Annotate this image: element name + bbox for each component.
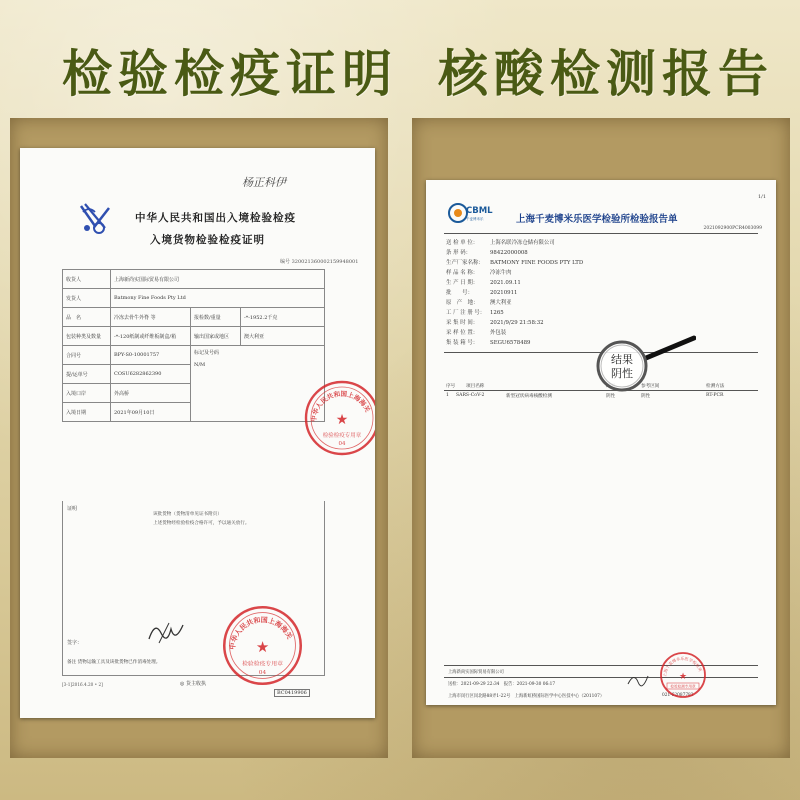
row-value: 澳大利亚 xyxy=(241,327,325,346)
divider xyxy=(444,665,758,666)
results-cell: 阴性 xyxy=(641,394,651,399)
remark-line: 该批货物（货物清单见证书附页） xyxy=(153,512,222,517)
handwritten-note: 杨正科伊 xyxy=(242,176,286,189)
report-field: 采 集 时 间： 2021/9/29 21:58:32 xyxy=(446,320,544,326)
stamp-arc-text: 中华人民共和国上海海关 xyxy=(228,615,294,651)
row-label: 入境日期 xyxy=(63,403,111,422)
row-value: -*-120纸制或纤维板制盒/箱 xyxy=(111,327,191,346)
row-value: 冷冻去骨牛外脊 等 xyxy=(111,308,191,327)
results-header-cell: 参考区间 xyxy=(641,384,660,389)
row-value: COSU6282862390 xyxy=(111,365,191,384)
svg-text:★: ★ xyxy=(678,672,688,682)
remark-label: 证明 xyxy=(67,506,78,512)
stamp-sub-text: 检验检疫专用章 xyxy=(242,661,283,668)
page-index: 1/1 xyxy=(757,194,766,200)
divider xyxy=(444,233,758,234)
signature-scribble xyxy=(626,670,652,690)
certificate-number: 编号 320021360002159948001 xyxy=(280,259,359,265)
svg-text:★: ★ xyxy=(255,637,270,656)
signature-scribble xyxy=(145,619,187,647)
row-label: 输出国家或地区 xyxy=(191,327,241,346)
magnifier-text-negative: 阴性 xyxy=(611,367,633,380)
stamp-arc-text: 上海千麦博米乐医学检验所 xyxy=(661,655,704,678)
table-row xyxy=(63,327,325,346)
report-field: 工 厂 注 册 号： 1265 xyxy=(446,310,504,316)
report-field: 生产厂家名称： BATMONY FINE FOODS PTY LTD xyxy=(446,260,584,266)
table-row xyxy=(63,289,325,308)
report-field: 原 产 地： 澳大利亚 xyxy=(446,300,512,306)
lab-seal-stamp xyxy=(658,650,708,700)
stamp-sub-text: 检验检测专用章 xyxy=(670,684,696,689)
customs-emblem-icon xyxy=(75,198,115,238)
results-cell: SARS-CoV-2 xyxy=(456,393,485,398)
row-label: 入境口岸 xyxy=(63,384,111,403)
report-number: 2021092900PCR4003099 xyxy=(703,226,762,231)
signature-label: 签字： xyxy=(67,640,83,646)
row-label: 品 名 xyxy=(63,308,111,327)
stamp-arc-text: 中华人民共和国上海海关 xyxy=(309,389,372,423)
certificate-note: 备注 货物运输工具及该批货物已作消毒处理。 xyxy=(67,660,161,665)
row-value: 外高桥 xyxy=(111,384,191,403)
owner-copy-label: ◎ 货主收执 xyxy=(180,681,206,687)
row-value: -*-1952.2千克 xyxy=(241,308,325,327)
svg-text:★: ★ xyxy=(335,412,349,428)
form-code: [3-1]2016.4.20 • 2] xyxy=(62,682,103,687)
magnifier-negative-result-icon xyxy=(586,332,696,416)
inspection-certificate-document xyxy=(20,148,375,718)
left-wood-frame xyxy=(10,118,388,758)
report-field: 采 样 位 置： 外包装 xyxy=(446,330,507,336)
results-cell: RT-PCR xyxy=(706,393,724,398)
results-header-cell: 序号 xyxy=(446,384,456,389)
certificate-issuer: 中华人民共和国出入境检验检疫 xyxy=(135,212,296,224)
heading-nucleic-acid-report: 核酸检测报告 xyxy=(438,45,774,103)
footer-phone: 021-62087783 xyxy=(662,693,694,698)
divider xyxy=(444,677,758,678)
stamp-number: 04 xyxy=(338,441,346,447)
certificate-title: 入境货物检验检疫证明 xyxy=(150,234,265,246)
report-field: 送 检 单 位： 上海名联冷冻仓储有限公司 xyxy=(446,240,555,246)
table-row xyxy=(63,308,325,327)
row-value: 上海新尚实国际贸易有限公司 xyxy=(111,270,325,289)
magnifier-text-result: 结果 xyxy=(611,353,633,366)
nucleic-acid-report-document xyxy=(426,180,776,705)
report-field: 条 形 码： 98422000008 xyxy=(446,250,528,256)
report-field: 批 号： 20210911 xyxy=(446,290,518,296)
report-field: 生 产 日 期： 2021.09.11 xyxy=(446,280,521,286)
row-label: 标记及号码 xyxy=(194,350,220,356)
barcode-number: BC0419906 xyxy=(274,689,310,697)
customs-seal-stamp xyxy=(302,378,375,458)
row-label: 合同号 xyxy=(63,346,111,365)
results-cell: 新型冠状病毒核酸检测 xyxy=(506,394,552,399)
row-value: N/M xyxy=(194,362,206,368)
remark-line: 上述货物经检验检疫合格许可，予以通关放行。 xyxy=(153,521,250,526)
footer-dates: 送检：2021-09-29 22:34 报告：2021-09-30 06:17 xyxy=(448,682,556,687)
row-label: 收货人 xyxy=(63,270,111,289)
results-header-cell: 检测方法 xyxy=(706,384,725,389)
row-label: 包装种类及数量 xyxy=(63,327,111,346)
footer-address: 上海市闵行区闵北路88弄1-22号 上海新虹桥国际医学中心医技中心（201107） xyxy=(448,694,605,699)
results-cell: 阴性 xyxy=(606,394,616,399)
row-value: 2021年09月10日 xyxy=(111,403,191,422)
certificate-table xyxy=(62,269,325,422)
customs-seal-stamp xyxy=(220,603,305,688)
owner-copy-text: 货主收执 xyxy=(185,681,206,687)
row-label: 报检数/重量 xyxy=(191,308,241,327)
report-title: 上海千麦博米乐医学检验所检验报告单 xyxy=(516,214,678,225)
results-header-cell: 项目名称 xyxy=(466,384,485,389)
right-wood-frame xyxy=(412,118,790,758)
row-label: 提/运单号 xyxy=(63,365,111,384)
report-field: 集 装 箱 号： SEGU6578489 xyxy=(446,340,531,346)
row-value: BPY-S0-10001757 xyxy=(111,346,191,365)
row-value: Batmony Fine Foods Pty Ltd xyxy=(111,289,325,308)
table-row xyxy=(63,346,325,365)
stamp-number: 04 xyxy=(258,670,267,677)
results-cell: 1 xyxy=(446,393,449,398)
footer-sender: 上海新尚实国际贸易有限公司 xyxy=(448,670,504,675)
lab-logo-subtitle: 千麦博米乐 xyxy=(466,217,484,221)
lab-logo-name: CBML xyxy=(466,206,493,216)
report-field: 样 品 名 称： 冷冻牛肉 xyxy=(446,270,512,276)
table-row xyxy=(63,270,325,289)
heading-inspection-certificate: 检验检疫证明 xyxy=(62,45,398,103)
stamp-sub-text: 检验检疫专用章 xyxy=(322,433,362,439)
row-label: 发货人 xyxy=(63,289,111,308)
